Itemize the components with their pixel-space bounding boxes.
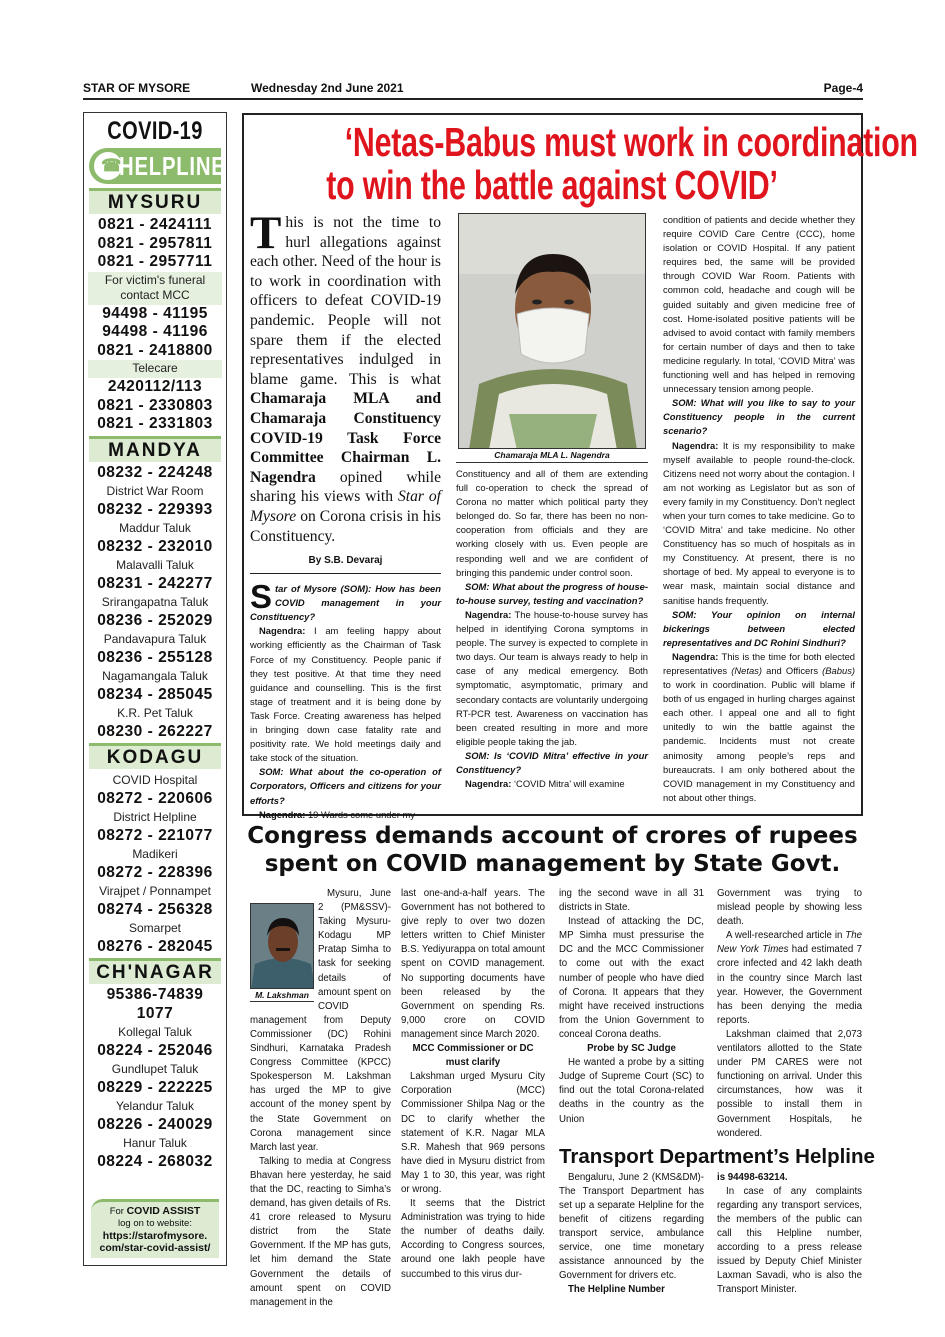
- helpline-label: K.R. Pet Taluk: [117, 706, 193, 720]
- article2-column4: [717, 887, 862, 1141]
- helpline-label: Yelandur Taluk: [115, 1099, 195, 1113]
- helpline-label: HELPLINE: [119, 151, 226, 181]
- lakshman-photo: [250, 903, 314, 1001]
- header-rule: [83, 98, 863, 100]
- text-run: MCC Commissioner or DC must clarify: [412, 1043, 534, 1069]
- district-heading: MYSURU: [89, 188, 221, 214]
- right-lower-block: [559, 887, 875, 1298]
- phone-number[interactable]: 2420112/113: [107, 378, 203, 395]
- text-run: SOM: Is ‘COVID Mitra’ effective in your Constituency?: [456, 749, 648, 775]
- link-part1[interactable]: https://starofmysore.: [102, 1230, 208, 1242]
- text-run: Nagendra:: [259, 808, 308, 820]
- text-run: SOM: What will you like to say to your Constituency people in the current scenario?: [663, 397, 855, 437]
- phone-number[interactable]: 08272 - 221077: [97, 826, 213, 844]
- transport-headline: Transport Department’s Helpline: [559, 1144, 875, 1168]
- phone-number[interactable]: 08272 - 228396: [97, 863, 213, 881]
- paragraph: [717, 1185, 862, 1298]
- paragraph: [456, 749, 648, 777]
- lead-paragraph: [250, 207, 441, 546]
- helpline-label: For victim's funeral contact MCC: [88, 272, 222, 305]
- text-run: Constituency and all of them are extending full co-operation to check the spread of Corona no matter which political party they belonged do. So far, there has been no non-cooperation from officials and they are working closely with us. Even people are responding well and we are confident of bringing this pandemic under control soon.: [456, 468, 648, 578]
- paragraph: [250, 1155, 391, 1310]
- paragraph: [663, 396, 855, 438]
- text-run: ing the second wave in all 31 districts in State.: [559, 888, 704, 914]
- phone-number[interactable]: 0821 - 2331803: [97, 415, 213, 432]
- article2-headline: [242, 822, 863, 878]
- text-run: tar of Mysore (SOM): How has been COVID management in your Constituency?: [250, 583, 441, 623]
- paragraph: [663, 213, 855, 396]
- district-heading: KODAGU: [89, 743, 221, 769]
- headline-line2: spent on COVID management by State Govt.: [264, 851, 841, 877]
- phone-number[interactable]: 08232 - 232010: [97, 537, 213, 555]
- text-run: This is the time for both elected representatives: [663, 650, 856, 676]
- drop-cap: T: [250, 207, 282, 259]
- headline-line1: [244, 119, 918, 165]
- text-run: Government was trying to mislead people by showing less death.: [717, 888, 862, 928]
- footer-pre: For: [109, 1206, 127, 1217]
- phone-number[interactable]: 08234 - 285045: [97, 685, 213, 703]
- subheading: [559, 1042, 704, 1056]
- phone-number[interactable]: 94498 - 41195: [102, 304, 208, 322]
- helpline-label: Hanur Taluk: [123, 1136, 187, 1150]
- text-run: is 94498-63214.: [717, 1171, 788, 1183]
- text-run: on Corona crisis in his Constituency.: [250, 507, 441, 545]
- text-run: to work in coordination. Public will blame if both of us engaged in hurling charges against each other. I appeal one and all to fight unitedly to win the battle against the pandemic. Incidents must not create animosity among people’s reps and bureaucrats. I am only bothered about the COVID management in my Constituency and not about other things.: [663, 679, 855, 803]
- photo-caption: M. Lakshman: [250, 989, 314, 1002]
- helpline-label: District Helpline: [113, 810, 197, 824]
- paragraph: [456, 777, 648, 791]
- text-run: Nagendra:: [259, 625, 315, 637]
- text-run: SOM: What about the progress of house-to-house survey, testing and vaccination?: [456, 580, 648, 606]
- helpline-label: Srirangapatna Taluk: [101, 595, 209, 609]
- phone-number[interactable]: 95386-74839: [106, 986, 204, 1003]
- paragraph: [456, 467, 648, 580]
- district-heading: MANDYA: [89, 436, 221, 462]
- paragraph: [401, 887, 545, 1042]
- paragraph: [250, 578, 441, 624]
- helpline-label: Telecare: [88, 360, 222, 378]
- phone-number[interactable]: 0821 - 2418800: [97, 341, 213, 359]
- text-run: (Netas): [731, 665, 762, 676]
- text-run: his is not the time to hurl allegations against each other. Need of the hour is to work in coordination with officers to defeat COVID-19 pandemic. People will not spare them if the elected representatives indulged in blame game. This is what: [250, 214, 441, 388]
- phone-number[interactable]: 08276 - 282045: [97, 937, 213, 955]
- covid-assist-box: [91, 1199, 219, 1258]
- phone-number[interactable]: 08232 - 224248: [97, 463, 213, 481]
- helpline-label: Kollegal Taluk: [118, 1025, 192, 1039]
- helpline-label: Pandavapura Taluk: [103, 632, 207, 646]
- portrait-image: [251, 904, 314, 989]
- article3-column1: [559, 1171, 704, 1298]
- paragraph: [401, 1070, 545, 1197]
- phone-number[interactable]: 08272 - 220606: [97, 789, 213, 807]
- sidebar-title: COVID-19: [107, 117, 203, 145]
- text-run: It seems that the District Administration was trying to hide the number of deaths daily. According to Congress sources, around one lakh people have succumbed to this virus dur-: [401, 1198, 545, 1280]
- text-run: SOM: Your opinion on internal bickerings between elected representatives and DC Rohini Sindhuri?: [663, 608, 855, 648]
- article1-column1: [250, 578, 441, 822]
- article3-column2: [717, 1171, 862, 1298]
- phone-number[interactable]: 0821 - 2957711: [97, 253, 213, 270]
- article2-column3: [559, 887, 704, 1127]
- text-run: It is my responsibility to make myself available to people round-the-clock. Citizens need not worry about the contagion. I am not working as Legislator but as son of every family in my Constituency. Don’t neglect when your turn comes to take medicine. Go to ‘COVID Mitra’ and take medicine. No other Constituency has so much of hospitals as in my Constituency. At present, there is no shortage of bed. My appeal to everyone is to wear mask, maintain social distance and sanitise hands frequently.: [663, 439, 856, 606]
- helpline-label: Virajpet / Ponnampet: [99, 884, 211, 898]
- text-run: Nagendra:: [465, 608, 515, 620]
- text-run: Lakshman urged Mysuru City Corporation (MCC) Commissioner Shilpa Nag or the DC to clarify whether the statement of K.R. Nagar MLA S.R. Mahesh that 969 persons have died in Mysuru district from May 1 to 30, this year, was right or wrong.: [401, 1071, 545, 1195]
- phone-number[interactable]: 0821 - 2957811: [97, 234, 213, 252]
- text-run: I am feeling happy about working efficiently as the Chairman of Task Force of my Constituency. People panic if they test positive. At that time they need guidance and counselling. This is the first stage of treatment and it is being done by Task Force. Creating awareness has helped in bringing down case fatality rate and positivity rate. We hold meetings daily and take stock of the situation.: [250, 625, 441, 764]
- text-run: Bengaluru, June 2 (KMS&DM)- The Transport Department has set up a separate Helpline for the benefit of citizens regarding transport service, ambulance service, one time monetary assistance announced by the Government for drivers etc.: [559, 1171, 704, 1282]
- helpline-label: Nagamangala Taluk: [102, 669, 208, 683]
- text-run: ‘COVID Mitra’ will examine: [513, 778, 625, 790]
- paragraph: [250, 624, 441, 765]
- paragraph: [663, 439, 855, 608]
- phone-number[interactable]: 08236 - 252029: [97, 611, 213, 629]
- drop-cap: S: [250, 578, 273, 616]
- article2-column1: [250, 887, 391, 1310]
- paragraph: [717, 887, 862, 929]
- covid-helpline-sidebar: [83, 112, 227, 1266]
- text-run: Nagendra:: [672, 439, 723, 451]
- nagendra-photo: [458, 213, 646, 449]
- text-run: The Helpline Number: [568, 1284, 665, 1296]
- paragraph: [559, 1056, 704, 1126]
- text-run: Mysuru, June 2 (PM&SSV)- Taking Mysuru-Kodagu MP Pratap Simha to task for seeking details of amount spent on COVID management from Deputy Commissioner (DC) Rohini Sindhuri, Karnataka Pradesh Congress Committee (KPCC) Spokesperson M. Lakshman has urged the MP to give account of the money spent by the State Government on Corona management since March last year.: [250, 888, 391, 1153]
- text-run: The New York Times: [717, 930, 862, 956]
- helpline-label: Somarpet: [128, 921, 182, 935]
- phone-number[interactable]: 08236 - 255128: [97, 648, 213, 666]
- text-run: He wanted a probe by a sitting Judge of Supreme Court (SC) to find out the total Corona-related deaths in the country as the Union: [559, 1057, 704, 1125]
- text-run: SOM: What about the co-operation of Corporators, Officers and citizens for your efforts?: [250, 766, 441, 806]
- text-run: Chamaraja MLA and Chamaraja Constituency COVID-19 Task Force Committee Chairman L. Nagendra: [250, 390, 441, 486]
- paragraph: [663, 608, 855, 650]
- article2-column2: [401, 887, 545, 1282]
- article2-right-columns: [559, 887, 862, 1141]
- text-run: Lakshman claimed that 2,073 ventilators allotted to the State under PM CARES were not functioning on arrival. Under this circumstances, how was it possible to install them in Government Hospitals, he wondered.: [717, 1028, 862, 1139]
- text-run: opined while sharing his views with: [250, 468, 441, 506]
- text-run: Talking to media at Congress Bhavan here yesterday, he said that the DC, reacting to Simha’s demand, has given details of Rs. 41 crore released to Mysuru district from the State Government. If the MP has guts, let him demand the State Government the details of amount spent on COVID management in the: [250, 1155, 391, 1308]
- phone-number[interactable]: 1077: [136, 1004, 174, 1022]
- helpline-label: Malavalli Taluk: [116, 558, 194, 572]
- link-part2[interactable]: com/star-covid-assist/: [99, 1242, 211, 1254]
- phone-number[interactable]: 08229 - 222225: [97, 1078, 213, 1096]
- page-number: Page-4: [823, 81, 863, 95]
- text-run: Nagendra:: [465, 778, 514, 790]
- text-run: Instead of attacking the DC, MP Simha must pressurise the DC and the MCC Commissioner to come out with the exact number of people who have died of Corona. It appears that they might have received instructions from the Union Government to conceal Corona deaths.: [559, 916, 704, 1040]
- text-run: last one-and-a-half years. The Government has not bothered to give reply to over two dozen letters written to Chief Minister B.S. Yediyurappa on total amount spent on COVID management. No supporting documents have been released by the Government on spending Rs. 9,000 crore on COVID management since March 2020.: [401, 888, 545, 1040]
- text-run: Nagendra:: [672, 650, 722, 662]
- paragraph: [456, 608, 648, 749]
- text-run: and Officers: [761, 665, 823, 676]
- phone-number[interactable]: 08224 - 268032: [97, 1152, 213, 1170]
- headline-line1: Congress demands account of crores of rupees: [247, 823, 858, 849]
- headline-line2: [244, 164, 861, 207]
- paragraph: [559, 915, 704, 1042]
- paragraph: [559, 1283, 704, 1297]
- paragraph: [717, 929, 862, 1028]
- text-run: Probe by SC Judge: [587, 1043, 676, 1055]
- headline-text: ‘Netas-Babus must work in coordination: [344, 119, 918, 165]
- text-run: 19 Wards come under my: [307, 808, 415, 820]
- paragraph: [663, 650, 855, 805]
- subheading: [401, 1042, 545, 1070]
- covid-assist-link[interactable]: [92, 1230, 218, 1254]
- paragraph: [717, 1028, 862, 1141]
- paragraph: [250, 207, 441, 546]
- text-run: The house-to-house survey has helped in identifying Corona symptoms in people. The survey is expected to complete in two days. Our team is always ready to help in case of any medical emergency. Both symptomatic, asymptomatic, primary and secondary contacts are voluntarily undergoing RT-PCR test. Awareness on vaccination has been created resulting in more and more eligible people taking the jab.: [456, 608, 648, 747]
- phone-number[interactable]: 08274 - 256328: [97, 900, 213, 918]
- paper-name: STAR OF MYSORE: [83, 81, 191, 95]
- text-run: Star of Mysore: [250, 488, 441, 525]
- helpline-label: COVID Hospital: [112, 773, 198, 787]
- paragraph: [717, 1171, 862, 1185]
- text-run: condition of patients and decide whether they require COVID Care Centre (CCC), home isolation or COVID Hospital. If any patient requires bed, the same will be provided through COVID War Room. Patients with common cold, headache and cough will be guided suitably and given medicine free of cost. Home-isolated positive patients will be advised to avoid contact with family members for certain number of days and then to take medicine regularly. In total, ‘COVID Mitra’ was functioning well and has helped in removing unnecessary tension among people.: [663, 214, 855, 395]
- helpline-label: Madikeri: [132, 847, 178, 861]
- paragraph: [250, 765, 441, 807]
- text-run: In case of any complaints regarding any transport services, the members of the public can call this Helpline number, according to a press release issued by Deputy Chief Minister Laxman Savadi, who is also the Transport Minister.: [717, 1185, 862, 1296]
- text-run: (Babus): [822, 665, 855, 676]
- byline: By S.B. Devaraj: [250, 554, 441, 574]
- paragraph: [250, 808, 441, 822]
- phone-number[interactable]: 0821 - 2424111: [98, 216, 212, 233]
- phone-number[interactable]: 08231 - 242277: [97, 574, 213, 592]
- photo-caption: Chamaraja MLA L. Nagendra: [456, 450, 648, 463]
- text-run: had estimated 7 crore infected and 42 lakh death in the country since March last year. However, the Government has been denying the media reports.: [717, 944, 862, 1026]
- article1-left-column: [250, 207, 441, 822]
- paragraph: [559, 887, 704, 915]
- text-run: A well-researched article in: [726, 930, 846, 942]
- phone-number[interactable]: 08226 - 240029: [97, 1115, 213, 1133]
- footer-bold: COVID ASSIST: [126, 1205, 201, 1217]
- helpline-badge: [89, 148, 226, 184]
- paragraph: [559, 1171, 704, 1284]
- phone-number[interactable]: 94498 - 41196: [102, 323, 208, 340]
- helpline-list: [84, 188, 226, 1171]
- phone-number[interactable]: 08232 - 229393: [97, 500, 213, 518]
- helpline-label: Gundlupet Taluk: [111, 1062, 199, 1076]
- issue-date: Wednesday 2nd June 2021: [251, 81, 404, 95]
- article1-column3: [663, 213, 855, 805]
- phone-number[interactable]: 0821 - 2330803: [97, 396, 213, 414]
- helpline-label: Maddur Taluk: [119, 521, 191, 535]
- paragraph: [401, 1197, 545, 1282]
- helpline-label: District War Room: [106, 484, 204, 498]
- article3-columns: [559, 1171, 862, 1298]
- phone-number[interactable]: 08224 - 252046: [97, 1041, 213, 1059]
- article1-column2: [456, 467, 648, 791]
- district-heading: CH'NAGAR: [89, 958, 221, 984]
- headline-text: to win the battle against COVID’: [326, 162, 779, 208]
- phone-number[interactable]: 08230 - 262227: [97, 722, 213, 740]
- footer-line2: log on to website:: [118, 1218, 192, 1229]
- paragraph: [456, 580, 648, 608]
